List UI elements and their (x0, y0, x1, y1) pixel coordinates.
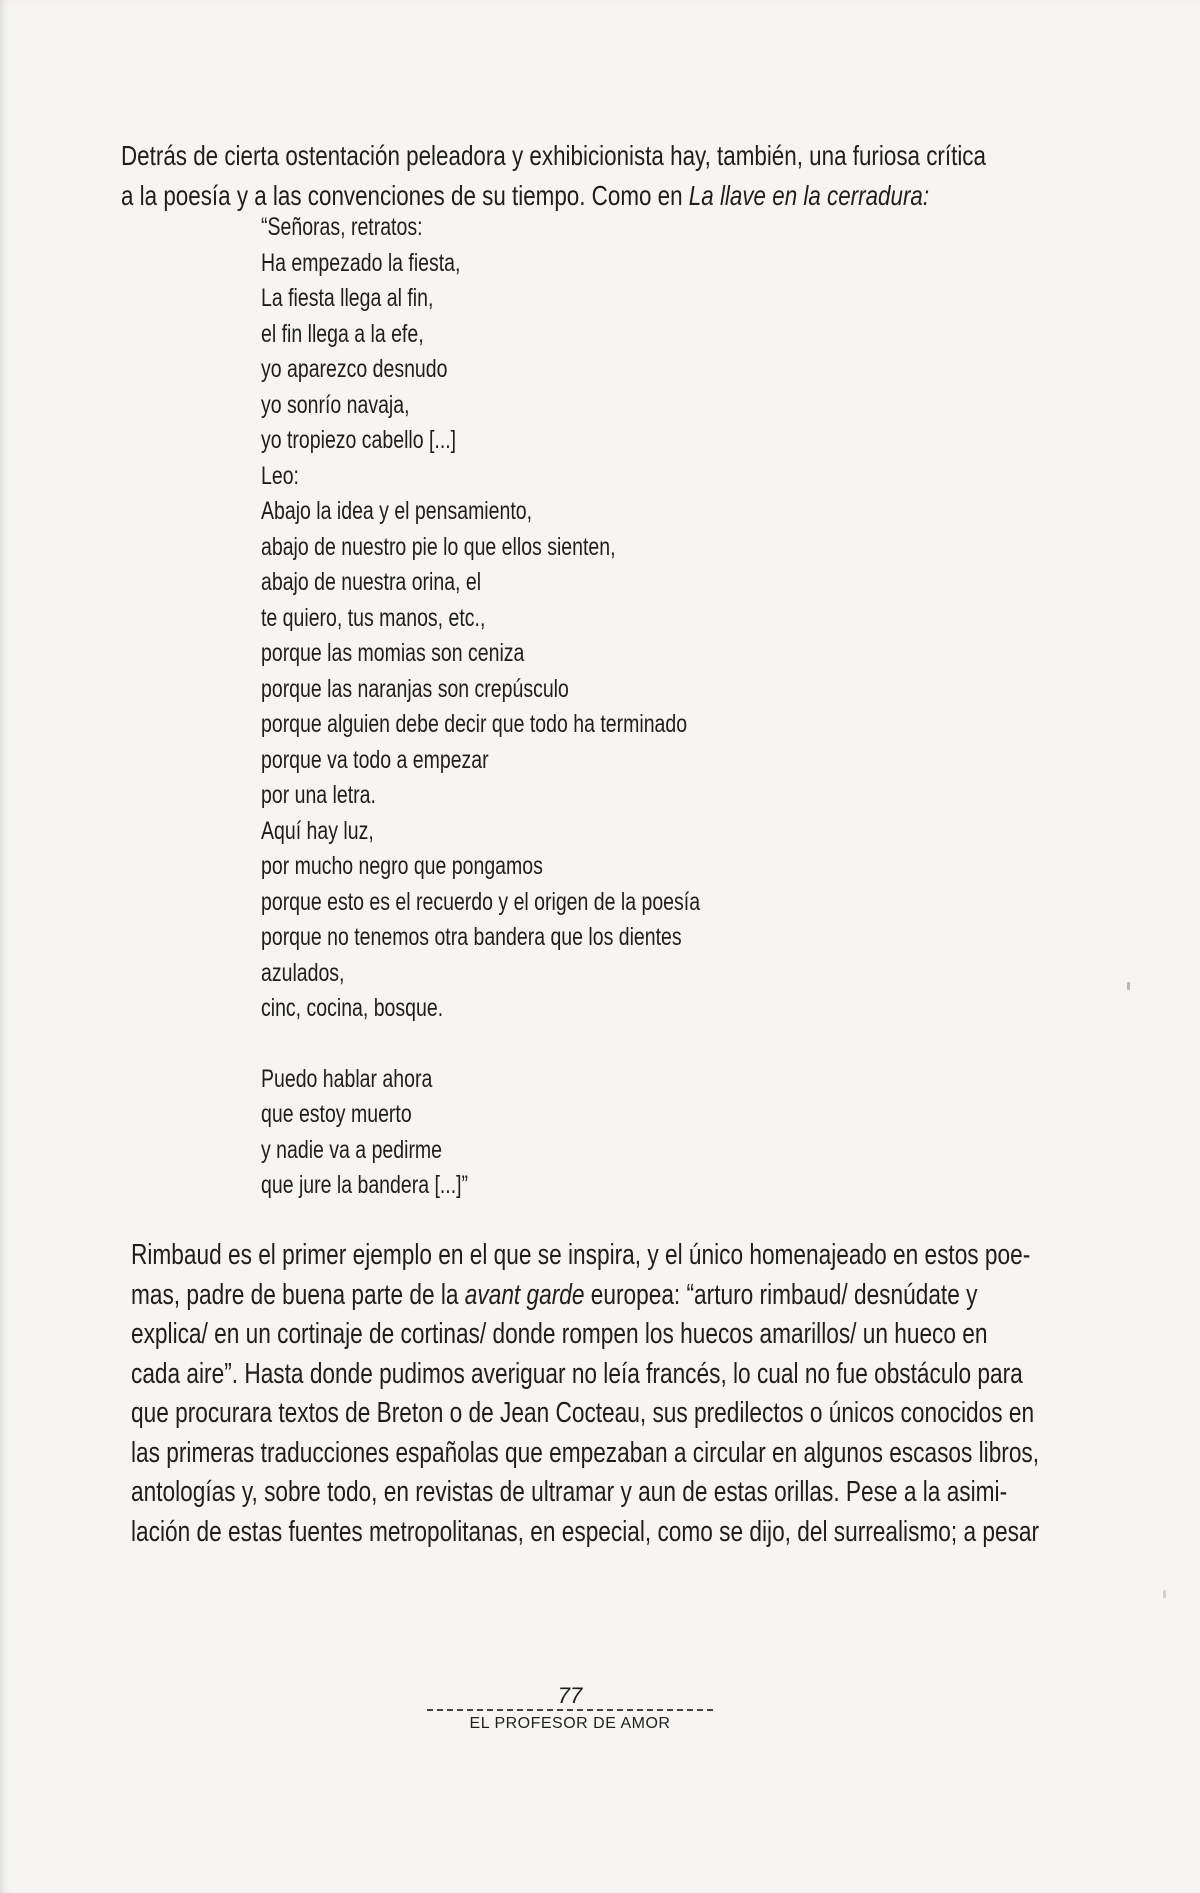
poem-line: te quiero, tus manos, etc., (261, 603, 486, 632)
body-line: las primeras traducciones españolas que empezaban a circular en algunos escasos libros, (131, 1436, 1040, 1469)
poem-line: el fin llega a la efe, (261, 319, 424, 348)
poem-line: porque esto es el recuerdo y el origen de la poesía (261, 887, 701, 916)
intro-line: Detrás de cierta ostentación peleadora y exhibicionista hay, también, una furiosa crítica (121, 140, 986, 171)
scan-speck (1163, 1590, 1166, 1598)
poem-line: abajo de nuestra orina, el (261, 568, 482, 596)
body-line: explica/ en un cortinaje de cortinas/ donde rompen los huecos amarillos/ un hueco en (131, 1318, 988, 1350)
poem-line: Ha empezado la fiesta, (261, 248, 461, 277)
body-line: Rimbaud es el primer ejemplo en el que se inspira, y el único homenajeado en estos poe- (131, 1239, 1031, 1271)
poem-line: por mucho negro que pongamos (261, 852, 543, 880)
poem-line: La fiesta llega al fin, (261, 284, 434, 312)
poem-line: cinc, cocina, bosque. (261, 994, 444, 1022)
body-line: antologías y, sobre todo, en revistas de ultramar y aun de estas orillas. Pese a la asimi- (131, 1476, 1008, 1508)
scan-speck (1127, 982, 1130, 990)
page-footer (427, 1683, 713, 1733)
poem-line: porque las momias son ceniza (261, 639, 525, 667)
poem-line: yo aparezco desnudo (261, 355, 448, 383)
poem-quote (261, 210, 807, 1204)
book-title-italic: La llave en la cerradura: (688, 180, 930, 211)
poem-line: yo tropiezo cabello [...] (261, 426, 457, 454)
stanza-break (261, 1027, 807, 1062)
body-line-text: mas, padre de buena parte de la (131, 1278, 465, 1311)
body-line: cada aire”. Hasta donde pudimos averiguar no leía francés, lo cual no fue obstáculo para (131, 1357, 1023, 1390)
poem-line: porque va todo a empezar (261, 745, 489, 774)
body-paragraph (131, 1236, 1040, 1552)
poem-line: que estoy muerto (261, 1100, 412, 1128)
intro-line-text: a la poesía y a las convenciones de su tiempo. Como en (121, 180, 689, 211)
poem-line: yo sonrío navaja, (261, 390, 410, 419)
poem-line: porque alguien debe decir que todo ha terminado (261, 710, 688, 738)
poem-line: Leo: (261, 461, 299, 490)
poem-line: azulados, (261, 958, 345, 987)
footer-divider (427, 1709, 713, 1711)
poem-line: Puedo hablar ahora (261, 1064, 433, 1093)
running-footer-title: EL PROFESOR DE AMOR (469, 1715, 671, 1732)
body-line (131, 1276, 1006, 1316)
page-number: 77 (557, 1683, 583, 1708)
poem-line: porque las naranjas son crepúsculo (261, 674, 569, 703)
poem-line: “Señoras, retratos: (261, 213, 423, 241)
intro-paragraph (121, 136, 986, 216)
poem-line: Aquí hay luz, (261, 816, 374, 845)
poem-line: abajo de nuestro pie lo que ellos sienten, (261, 532, 616, 561)
body-line-text: europea: “arturo rimbaud/ desnúdate y (584, 1278, 978, 1311)
poem-line: porque no tenemos otra bandera que los dientes (261, 923, 682, 951)
poem-line: que jure la bandera [...]” (261, 1171, 469, 1199)
poem-line: Abajo la idea y el pensamiento, (261, 497, 533, 525)
body-line: lación de estas fuentes metropolitanas, en especial, como se dijo, del surrealismo; a pesar (131, 1515, 1040, 1548)
poem-line: y nadie va a pedirme (261, 1135, 443, 1164)
body-line: que procurara textos de Breton o de Jean Cocteau, sus predilectos o únicos conocidos en (131, 1397, 1035, 1429)
poem-line: por una letra. (261, 781, 376, 809)
italic-term: avant garde (464, 1278, 585, 1311)
